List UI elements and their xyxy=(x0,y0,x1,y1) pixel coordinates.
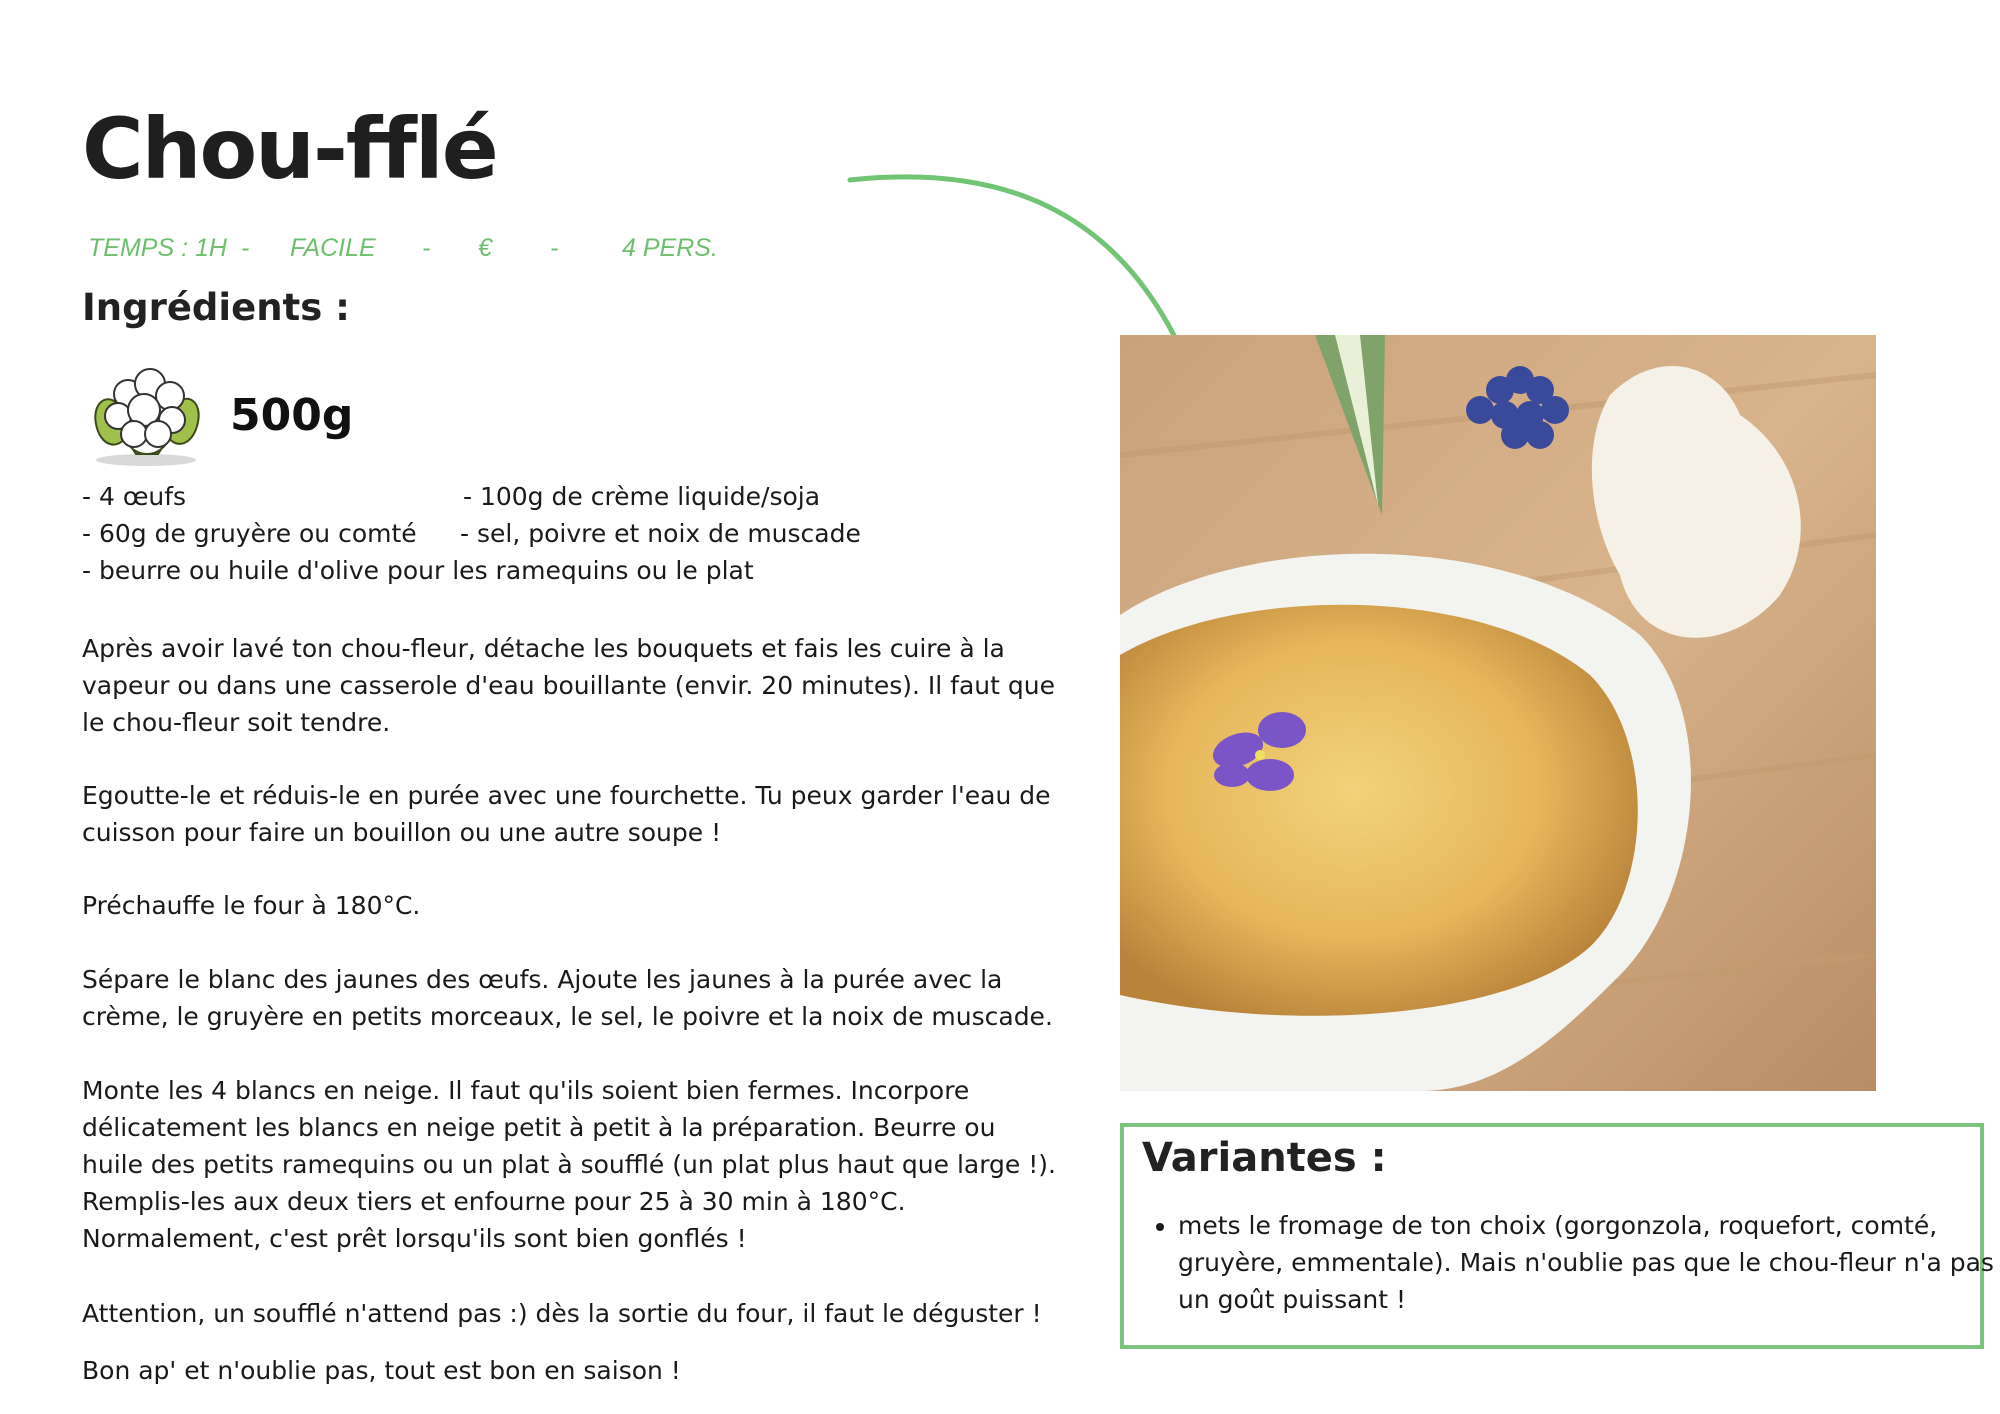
ingredient-item: - 60g de gruyère ou comté xyxy=(82,519,417,548)
step-paragraph: Préchauffe le four à 180°C. xyxy=(82,891,421,920)
step-paragraph: Sépare le blanc des jaunes des œufs. Ajoute les jaunes à la purée avec la crème, le gruyère en petits morceaux, le sel, le poivre et la noix de muscade. xyxy=(82,965,1053,1031)
meta-separator: - xyxy=(422,234,431,262)
closing-line: Bon ap' et n'oublie pas, tout est bon en saison ! xyxy=(82,1356,681,1385)
meta-separator: - xyxy=(550,234,559,262)
ingredient-item: - beurre ou huile d'olive pour les ramequins ou le plat xyxy=(82,556,754,585)
variantes-heading: Variantes : xyxy=(1142,1135,1387,1181)
variantes-list xyxy=(1146,1207,1998,1318)
meta-difficulty: FACILE xyxy=(290,234,376,262)
souffle-photo xyxy=(1120,335,1876,1091)
meta-time: TEMPS : 1H xyxy=(88,234,227,262)
ingredients-heading: Ingrédients : xyxy=(82,286,350,329)
step-paragraph: Monte les 4 blancs en neige. Il faut qu'ils soient bien fermes. Incorpore délicatement les blancs en neige petit à petit à la préparation. Beurre ou huile des petits ramequins ou un plat à soufflé (un plat plus haut que large !). Remplis-les aux deux tiers et enfourne pour 25 à 30 min à 180°C. Normalement, c'est prêt lorsqu'ils sont bien gonflés ! xyxy=(82,1076,1056,1253)
step-paragraph: Attention, un soufflé n'attend pas :) dès la sortie du four, il faut le déguster ! xyxy=(82,1299,1042,1328)
ingredient-item: - 100g de crème liquide/soja xyxy=(463,482,821,511)
meta-price: € xyxy=(478,234,492,262)
recipe-title: Chou-fflé xyxy=(82,100,497,198)
step-paragraph: Egoutte-le et réduis-le en purée avec une fourchette. Tu peux garder l'eau de cuisson pour faire un bouillon ou une autre soupe ! xyxy=(82,781,1051,847)
ingredient-item: - sel, poivre et noix de muscade xyxy=(460,519,861,548)
list-item: • mets le fromage de ton choix (gorgonzola, roquefort, comté, gruyère, emmentale). Mais n'oublie pas que le chou-fleur n'a pas un goût puissant ! xyxy=(1178,1207,1998,1318)
step-paragraph: Après avoir lavé ton chou-fleur, détache les bouquets et fais les cuire à la vapeur ou dans une casserole d'eau bouillante (envir. 20 minutes). Il faut que le chou-fleur soit tendre. xyxy=(82,634,1055,737)
variantes-box xyxy=(1120,1123,1994,1349)
ingredient-item: - 4 œufs xyxy=(82,482,187,511)
meta-servings: 4 PERS. xyxy=(622,234,718,262)
cauliflower-icon xyxy=(88,364,206,468)
main-ingredient-amount: 500g xyxy=(230,390,354,441)
meta-separator: - xyxy=(241,234,250,262)
